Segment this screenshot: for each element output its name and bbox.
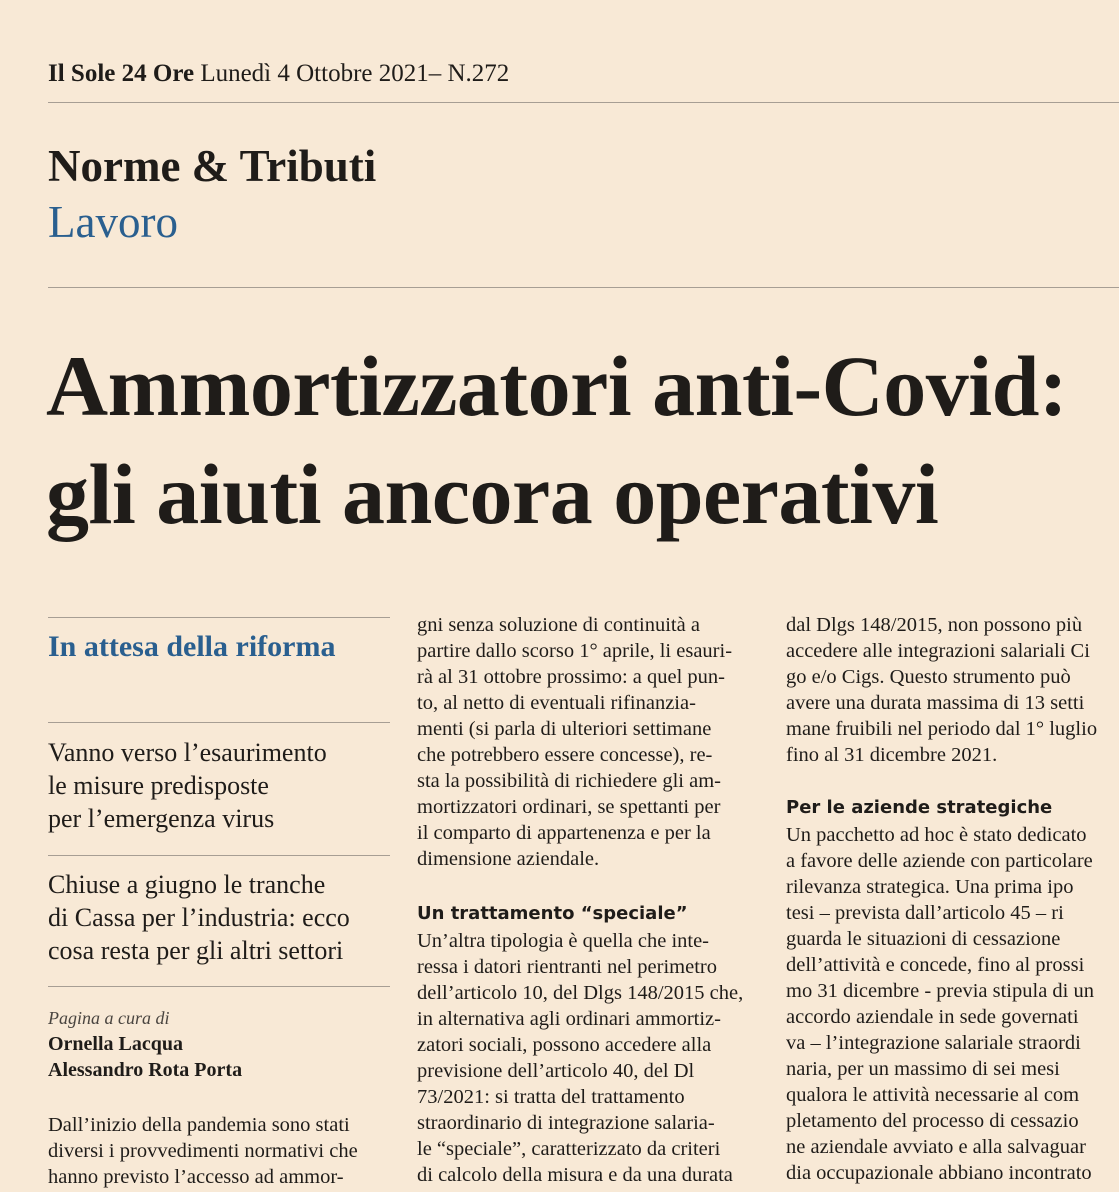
text-line: zatori sociali, possono accedere alla bbox=[417, 1034, 712, 1056]
text-line: naria, per un massimo di sei mesi bbox=[786, 1058, 1060, 1080]
summary-point-2 bbox=[48, 868, 390, 967]
issue-number: – N.272 bbox=[428, 60, 510, 87]
text-line: dell’articolo 10, del Dlgs 148/2015 che, bbox=[417, 982, 744, 1004]
text-line: guarda le situazioni di cessazione bbox=[786, 928, 1061, 950]
summary-line: per l’emergenza virus bbox=[48, 804, 275, 833]
text-line: accordo aziendale in sede governati bbox=[786, 1006, 1079, 1028]
text-line: to, al netto di eventuali rifinanzia- bbox=[417, 692, 696, 714]
text-line: tesi – prevista dall’articolo 45 – ri bbox=[786, 902, 1064, 924]
paper-name: Il Sole 24 Ore bbox=[48, 60, 195, 87]
text-line: dia occupazionale abbiano incontrato bbox=[786, 1162, 1092, 1184]
text-line: Un pacchetto ad hoc è stato dedicato bbox=[786, 824, 1087, 846]
summary-point-1 bbox=[48, 736, 390, 835]
text-line: Dall’inizio della pandemia sono stati bbox=[48, 1114, 350, 1136]
headline-line-1: Ammortizzatori anti-Covid: bbox=[46, 338, 1068, 434]
text-line: le “speciale”, caratterizzato da criteri bbox=[417, 1138, 721, 1160]
text-line: mane fruibili nel periodo dal 1° luglio bbox=[786, 718, 1098, 740]
text-line: Un’altra tipologia è quella che inte- bbox=[417, 930, 710, 952]
text-line: ne aziendale avviato e alla salvaguar bbox=[786, 1136, 1086, 1158]
right-subhead: Per le aziende strategiche bbox=[786, 797, 1053, 818]
text-line: partire dallo scorso 1° aprile, li esauri- bbox=[417, 640, 733, 662]
text-line: go e/o Cigs. Questo strumento può bbox=[786, 666, 1071, 688]
text-line: dimensione aziendale. bbox=[417, 848, 600, 870]
text-line: previsione dell’articolo 40, del Dl bbox=[417, 1060, 695, 1082]
mid-paragraph-1 bbox=[417, 612, 759, 872]
text-line: qualora le attività necessarie al com bbox=[786, 1084, 1080, 1106]
section-title: Norme & Tributi bbox=[48, 141, 377, 191]
text-line: in alternativa agli ordinari ammortiz- bbox=[417, 1008, 721, 1030]
text-line: dell’attività e concede, fino al prossi bbox=[786, 954, 1085, 976]
text-line: il comparto di appartenenza e per la bbox=[417, 822, 711, 844]
left-divider-1 bbox=[48, 617, 390, 618]
text-line: a favore delle aziende con particolare bbox=[786, 850, 1093, 872]
issue-date: Lunedì 4 Ottobre 2021 bbox=[200, 60, 429, 87]
right-paragraph-1 bbox=[786, 612, 1119, 768]
text-line: avere una durata massima di 13 setti bbox=[786, 692, 1085, 714]
text-line: fino al 31 dicembre 2021. bbox=[786, 744, 998, 766]
left-divider-2 bbox=[48, 722, 390, 723]
mid-subhead: Un trattamento “speciale” bbox=[417, 903, 688, 924]
summary-line: Chiuse a giugno le tranche bbox=[48, 870, 326, 899]
mid-paragraph-2 bbox=[417, 928, 759, 1188]
text-line: mo 31 dicembre - previa stipula di un bbox=[786, 980, 1094, 1002]
text-line: rà al 31 ottobre prossimo: a quel pun- bbox=[417, 666, 726, 688]
byline-label: Pagina a cura di bbox=[48, 1008, 170, 1028]
summary-line: di Cassa per l’industria: ecco bbox=[48, 903, 350, 932]
text-line: sta la possibilità di richiedere gli am- bbox=[417, 770, 721, 792]
kicker: In attesa della riforma bbox=[48, 630, 336, 663]
section-divider bbox=[48, 287, 1119, 288]
text-line: mortizzatori ordinari, se spettanti per bbox=[417, 796, 721, 818]
summary-line: Vanno verso l’esaurimento bbox=[48, 738, 327, 767]
masthead-divider bbox=[48, 102, 1119, 103]
right-paragraph-2 bbox=[786, 822, 1119, 1186]
text-line: va – l’integrazione salariale straordi bbox=[786, 1032, 1081, 1054]
subsection-title: Lavoro bbox=[48, 197, 178, 247]
headline-line-2: gli aiuti ancora operativi bbox=[46, 446, 939, 542]
text-line: straordinario di integrazione salaria- bbox=[417, 1112, 715, 1134]
left-divider-3 bbox=[48, 855, 390, 856]
author-name: Alessandro Rota Porta bbox=[48, 1059, 243, 1081]
text-line: accedere alle integrazioni salariali Ci bbox=[786, 640, 1090, 662]
text-line: 73/2021: si tratta del trattamento bbox=[417, 1086, 685, 1108]
author-name: Ornella Lacqua bbox=[48, 1033, 184, 1055]
left-divider-4 bbox=[48, 986, 390, 987]
intro-paragraph bbox=[48, 1112, 390, 1190]
text-line: hanno previsto l’accesso ad ammor- bbox=[48, 1166, 344, 1188]
summary-line: le misure predisposte bbox=[48, 771, 269, 800]
masthead bbox=[48, 60, 1119, 88]
text-line: pletamento del processo di cessazio bbox=[786, 1110, 1079, 1132]
text-line: gni senza soluzione di continuità a bbox=[417, 614, 700, 636]
text-line: che potrebbero essere concesse), re- bbox=[417, 744, 713, 766]
summary-line: cosa resta per gli altri settori bbox=[48, 936, 344, 965]
text-line: rilevanza strategica. Una prima ipo bbox=[786, 876, 1074, 898]
text-line: dal Dlgs 148/2015, non possono più bbox=[786, 614, 1083, 636]
text-line: diversi i provvedimenti normativi che bbox=[48, 1140, 358, 1162]
text-line: di calcolo della misura e da una durata bbox=[417, 1164, 733, 1186]
text-line: menti (si parla di ulteriori settimane bbox=[417, 718, 712, 740]
text-line: ressa i datori rientranti nel perimetro bbox=[417, 956, 717, 978]
